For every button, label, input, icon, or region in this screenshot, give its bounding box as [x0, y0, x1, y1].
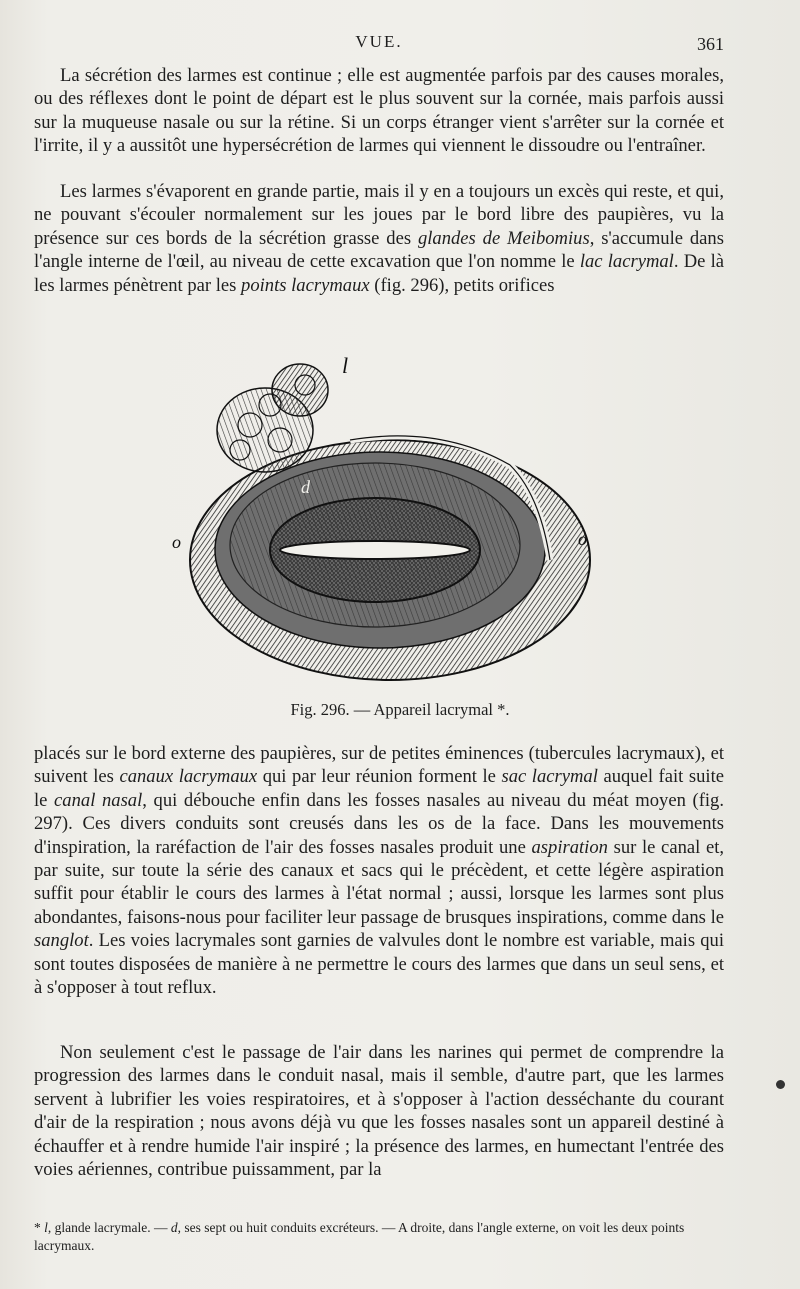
- paragraph-3: [34, 742, 724, 999]
- footnote-text: , glande lacrymale. —: [47, 1220, 171, 1235]
- footnote-d: d: [170, 1220, 178, 1235]
- figure-caption: Fig. 296. — Appareil lacrymal *.: [290, 700, 510, 719]
- label-gland: l: [342, 353, 349, 378]
- footnote-l: l: [44, 1220, 48, 1235]
- paragraph-3-text: auquel fait suite le: [34, 766, 724, 811]
- paragraph-3-text: , qui débouche enfin dans les fosses nasales au niveau du méat moyen (fig. 297). Ces divers conduits sont creusés dans les os de la face. Dans les mouvements d'inspiration, la raréfaction de l'air des fosses nasales produit une: [34, 789, 724, 858]
- term-canal-nasal: canal nasal: [54, 789, 143, 811]
- footnote: [34, 1219, 724, 1255]
- lacrimal-apparatus-figure: [170, 345, 630, 690]
- margin-dot: [776, 1080, 785, 1089]
- term-sanglot: sanglot: [34, 930, 89, 952]
- label-ducts: d: [301, 477, 310, 497]
- term-canaux-lacrymaux: canaux lacrymaux: [119, 766, 258, 788]
- paragraph-3-text: qui par leur réunion forment le: [257, 766, 502, 788]
- label-right-o: o: [578, 529, 587, 549]
- page-header: [34, 30, 724, 56]
- paragraph-2: [34, 180, 724, 297]
- footnote-text: , ses sept ou huit conduits excréteurs. — A droite, dans l'angle externe, on voit les deux points lacrymaux.: [34, 1220, 685, 1253]
- paragraph-2-text: Les larmes s'évaporent en grande partie, mais il y en a toujours un excès qui reste, et qui, ne pouvant s'écouler normalement sur les joues par le bord libre des paupières, vu la présence sur ces bords de la sécrétion grasse des: [34, 181, 724, 249]
- paragraph-2-text: . De là les larmes pénètrent par les: [34, 251, 724, 296]
- term-sac-lacrymal: sac lacrymal: [501, 766, 598, 788]
- paragraph-4: Non seulement c'est le passage de l'air dans les narines qui permet de comprendre la progression des larmes dans le conduit nasal, mais il semble, d'autre part, que les larmes servent à lubrifier les voies respiratoires, et à s'opposer à l'action desséchante du courant d'air de la respiration ; nous avons déjà vu que les fosses nasales sont un appareil destiné à échauffer et à rendre humide l'air inspiré ; la présence des larmes, en humectant l'entrée des voies aériennes, contribue puissamment, par la: [34, 1042, 724, 1181]
- eyelid-slit: [280, 541, 470, 559]
- paragraph-3-text: placés sur le bord externe des paupières, sur de petites éminences (tubercules lacrymaux), et suivent les: [34, 743, 724, 788]
- paragraph-3-text: . Les voies lacrymales sont garnies de valvules dont le nombre est variable, mais qui sont toutes disposées de manière à ne permettre le cours des larmes que dans un seul sens, et à s'opposer à tout reflux.: [34, 930, 724, 999]
- footnote-marker: *: [34, 1220, 45, 1235]
- paragraph-2-text: , s'accumule dans l'angle interne de l'œil, au niveau de cette excavation que l'on nomme le: [34, 227, 724, 273]
- paragraph-2-text: (fig. 296), petits orifices: [369, 274, 555, 296]
- term-aspiration: aspiration: [531, 836, 608, 858]
- term-lac-lacrymal: lac lacrymal: [579, 251, 674, 273]
- page-number: 361: [697, 34, 724, 54]
- term-glandes-meibomius: glandes de Meibomius: [417, 227, 590, 249]
- label-left-o: o: [172, 532, 181, 552]
- running-title: VUE.: [355, 32, 403, 51]
- paragraph-1: La sécrétion des larmes est continue ; elle est augmentée parfois par des causes morales, ou des réflexes dont le point de départ est le plus souvent sur la cornée, mais parfois aussi sur la muqueuse nasale ou sur la rétine. Si un corps étranger vient s'arrêter sur la cornée et l'irrite, il y a aussitôt une hypersécrétion de larmes qui viennent le dissoudre ou l'entraîner.: [34, 65, 724, 157]
- paragraph-3-text: sur le canal et, par suite, sur toute la série des canaux et sacs qui le précèdent, et cette légère aspiration suffit pour établir le cours des larmes à l'état normal ; aussi, lorsque les larmes sont plus abondantes, faisons-nous pour faciliter leur passage de brusques inspirations, comme dans le: [34, 836, 725, 928]
- term-points-lacrymaux: points lacrymaux: [241, 274, 370, 296]
